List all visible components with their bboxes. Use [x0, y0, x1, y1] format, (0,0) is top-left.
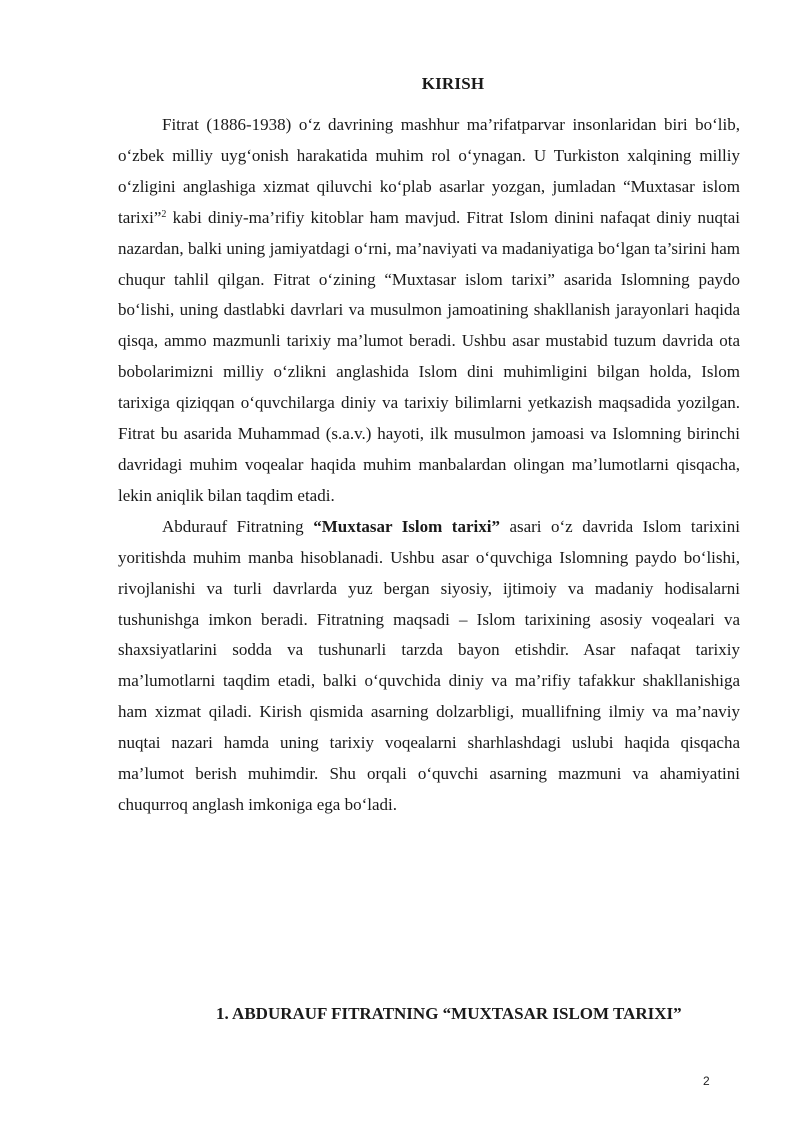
page-number: 2 [703, 1074, 710, 1088]
footnote-reference[interactable]: 2 [161, 208, 167, 220]
paragraph-text: asari o‘z davrida Islom tarixini yoritishda muhim manba hisoblanadi. Ushbu asar o‘quvchiga Islomning paydo bo‘lishi, rivojlanishi va turli davrlarda yuz bergan siyosiy, ijtimoiy va madaniy hodisalarni tushunishga imkon beradi. Fitratning maqsadi – Islom tarixining asosiy voqealari va shaxsiyatlarini sodda va tushunarli tarzda bayon etishdir. Asar nafaqat tarixiy ma’lumotlarni taqdim etadi, balki o‘quvchida diniy va ma’rifiy tafakkur shakllanishiga ham xizmat qiladi. Kirish qismida asarning dolzarbligi, muallifning ilmiy va ma’naviy nuqtai nazari hamda uning tarixiy voqealarni sharhlashdagi uslubi haqida qisqacha ma’lumot berish muhimdir. Shu orqali o‘quvchi asarning mazmuni va ahamiyatini chuqurroq anglash imkoniga ega bo‘ladi. [118, 516, 740, 814]
paragraph-text: kabi diniy-ma’rifiy kitoblar ham mavjud. Fitrat Islom dinini nafaqat diniy nuqtai nazardan, balki uning jamiyatdagi o‘rni, ma’naviyati va madaniyatiga bo‘lgan ta’sirini ham chuqur tahlil qilgan. Fitrat o‘zining “Muxtasar islom tarixi” asarida Islomning paydo bo‘lishi, uning dastlabki davrlari va musulmon jamoatining shakllanish jarayonlari haqida qisqa, ammo mazmunli tarixiy ma’lumot beradi. Ushbu asar mustabid tuzum davrida ota bobolarimizni milliy o‘zlikni anglashida Islom dini muhimligini bilgan holda, Islom tarixiga qiziqqan o‘quvchilarga diniy va tarixiy bilimlarni yetkazish maqsadida yozilgan. Fitrat bu asarida Muhammad (s.a.v.) hayoti, ilk musulmon jamoasi va Islomning birinchi davridagi muhim voqealar haqida muhim manbalardan olingan ma’lumotlarni qisqacha, lekin aniqlik bilan taqdim etadi. [118, 207, 740, 505]
paragraph-text: Abdurauf Fitratning [162, 516, 314, 536]
section-heading: 1. ABDURAUF FITRATNING “MUXTASAR ISLOM TARIXI” [216, 1004, 682, 1023]
paragraph-intro [118, 110, 740, 512]
paragraph-text: Fitrat (1886-1938) o‘z davrining mashhur ma’rifatparvar insonlaridan biri bo‘lib, o‘zbek milliy uyg‘onish harakatida muhim rol o‘ynagan. U Turkiston xalqining milliy o‘zligini anglashiga xizmat qiluvchi ko‘plab asarlar yozgan, jumladan “Muxtasar islom tarixi” [118, 115, 740, 227]
book-title: “Muxtasar Islom tarixi” [313, 516, 500, 536]
page-title: KIRISH [421, 74, 485, 93]
paragraph-fitrat-work [118, 512, 740, 821]
body-text [118, 110, 740, 821]
